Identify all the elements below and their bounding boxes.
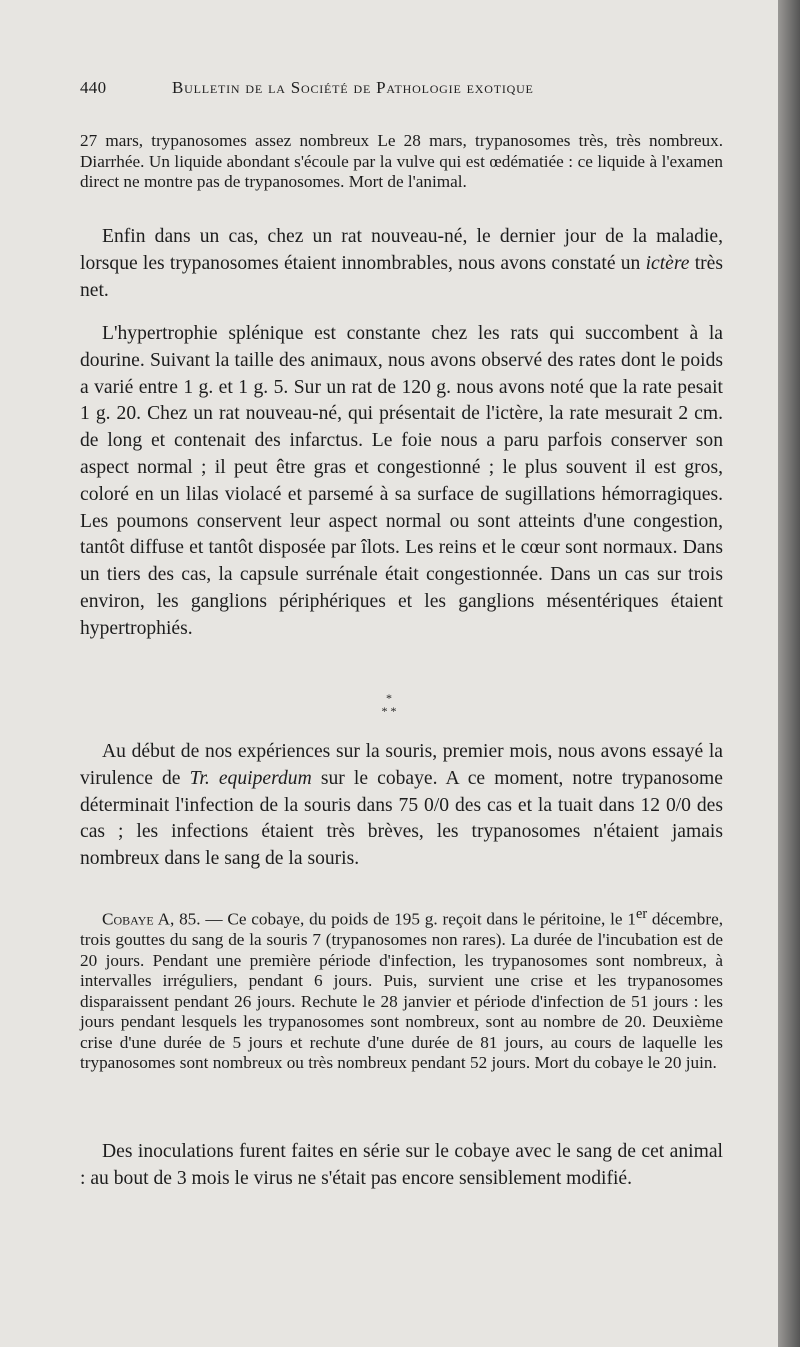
term-ictere: ictère [645,252,690,274]
book-spine-shadow [778,0,800,1347]
paragraph-virulence-end: sur le cobaye. A ce moment, notre trypanosome déterminait l'infection de la souris dans 75 0/0 des cas et la tuait dans 12 0/0 des cas ; les infections étaient très brèves, les trypanosomes n'étaient jamais nombreux dans le sang de la souris. [80,767,723,870]
paragraph-spleen-hypertrophy: L'hypertrophie splénique est constante chez les rats qui succombent à la dourine. Suivant la taille des animaux, nous avons observé des rates dont le poids a varié entre 1 g. et 1 g. 5. Sur un rat de 120 g. nous avons noté que la rate pesait 1 g. 20. Chez un rat nouveau-né, qui présentait de l'ictère, la rate mesurait 2 cm. de long et contenait des infarctus. Le foie nous a paru parfois conserver son aspect normal ; il peut être gras et congestionné ; le plus souvent il est gros, coloré en un lilas violacé et parsemé à sa surface de sugillations hémorragiques. Les poumons conservent leur aspect normal ou sont atteints d'une congestion, tantôt diffuse et tantôt disposée par îlots. Les reins et le cœur sont normaux. Dans un tiers des cas, la capsule surrénale était congestionnée. Dans un cas sur trois environ, les ganglions périphériques et les ganglions mésentériques étaient hypertrophiés. [80,323,723,639]
paragraph-mouse-record-end: 27 mars, trypanosomes assez nombreux Le 28 mars, trypanosomes très, très nombreux. Diarrhée. Un liquide abondant s'écoule par la vulve qui est œdématiée : ce liquide à l'examen direct ne montre pas de trypanosomes. Mort de l'animal. [80,131,723,191]
section-separator-top: * [386,691,392,705]
paragraph-icterus-end: très net. [80,252,723,301]
ordinal-superscript: er [635,906,648,922]
page-number: 440 [80,78,107,97]
paragraph-icterus-text: Enfin dans un cas, chez un rat nouveau-né, le dernier jour de la maladie, lorsque les trypanosomes étaient innombrables, nous avons constaté un [80,226,723,274]
journal-title: Bulletin de la Société de Pathologie exotique [172,78,534,97]
paragraph-serial-inoculations: Des inoculations furent faites en série sur le cobaye avec le sang de cet animal : au bout de 3 mois le virus ne s'était pas encore sensiblement modifié. [80,1141,723,1189]
cobaye-text: A, 85. — Ce cobaye, du poids de 195 g. reçoit dans le péritoine, le 1 [153,909,636,929]
paragraph-guinea-pig-virulence [80,739,723,873]
section-separator-bottom: * * [381,704,397,718]
cobaye-text-end: décembre, trois gouttes du sang de la souris 7 (trypanosomes non rares). La durée de l'incubation est de 20 jours. Pendant une première période d'infection, les trypanosomes sont nombreux, à intervalles irréguliers, pendant 6 jours. Puis, survient une crise et les trypanosomes disparaissent pendant 26 jours. Rechute le 28 janvier et période d'infection de 51 jours : les jours pendant lesquels les trypanosomes sont nombreux, sont au nombre de 20. Deuxième crise d'une durée de 5 jours et rechute d'une durée de 81 jours, au cours de laquelle les trypanosomes sont nombreux ou très nombreux pendant 52 jours. Mort du cobaye le 20 juin. [80,909,723,1073]
species-name: Tr. equiperdum [189,767,312,789]
paragraph-cobaye-a85 [80,904,723,1074]
cobaye-label: Cobaye [102,909,154,929]
paragraph-virulence-text: Au début de nos expériences sur la souris, premier mois, nous avons essayé la virulence de [80,741,723,789]
paragraph-icterus [80,224,723,304]
